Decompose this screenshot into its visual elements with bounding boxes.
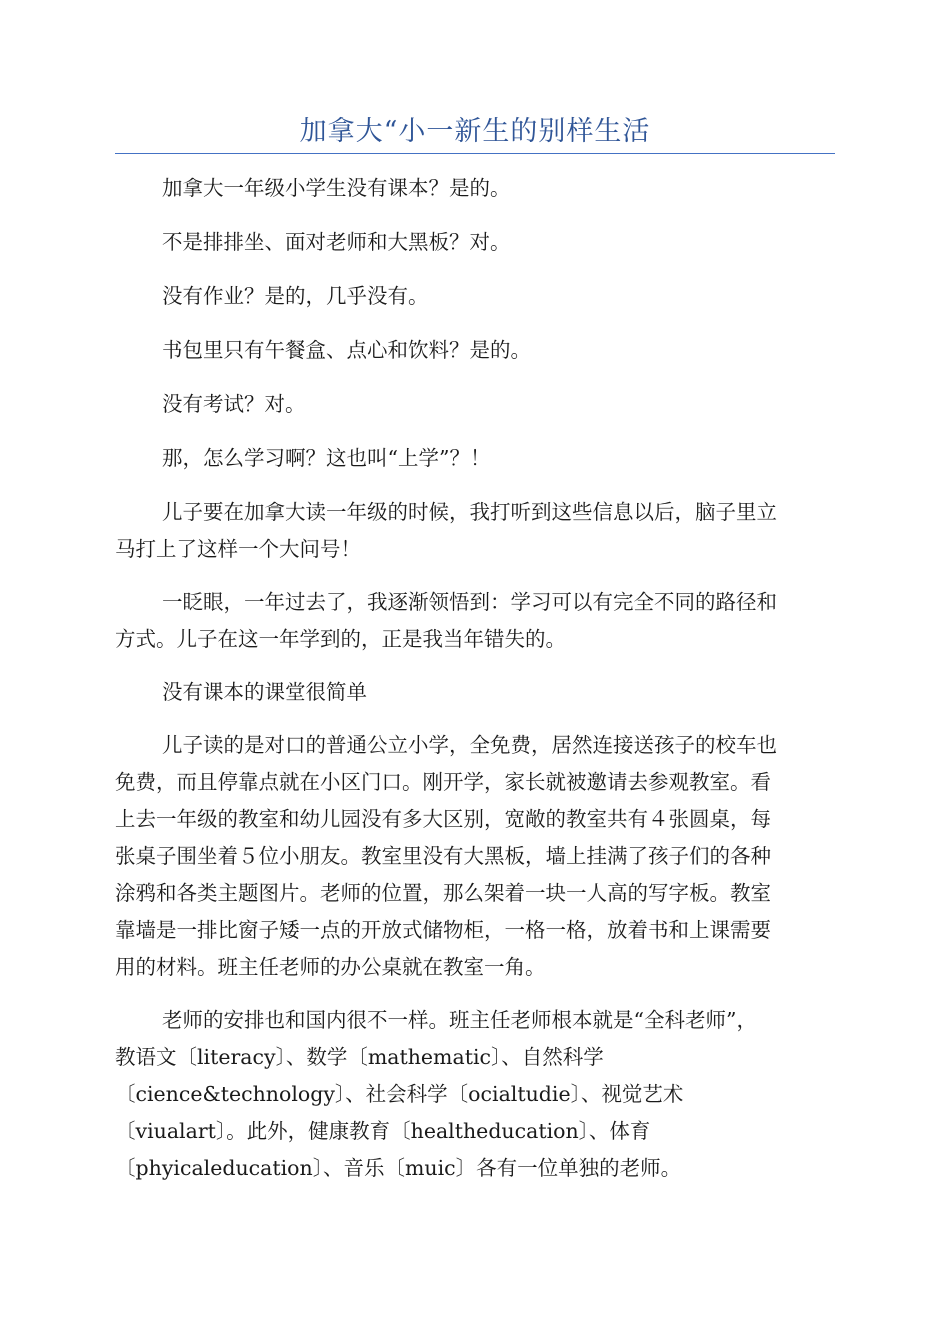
document-body (115, 170, 835, 1187)
text-line: 没有考试？对。 (162, 392, 306, 416)
text-line: 一眨眼，一年过去了，我逐渐领悟到：学习可以有完全不同的路径和 (162, 590, 777, 614)
text-line: 上去一年级的教室和幼儿园没有多大区别，宽敞的教室共有４张圆桌，每 (115, 807, 771, 831)
text-line: 〔phyicaleducation〕、音乐〔muic〕各有一位单独的老师。 (115, 1156, 682, 1180)
text-line: 靠墙是一排比窗子矮一点的开放式储物柜，一格一格，放着书和上课需要 (115, 918, 771, 942)
text-line: 不是排排坐、面对老师和大黑板？对。 (162, 230, 511, 254)
section-heading (115, 674, 835, 711)
document-title: 加拿大“小一新生的别样生活 (299, 116, 651, 147)
text-line: 用的材料。班主任老师的办公桌就在教室一角。 (115, 955, 546, 979)
text-line: 方式。儿子在这一年学到的，正是我当年错失的。 (115, 627, 566, 651)
text-line: 没有课本的课堂很简单 (162, 680, 367, 704)
text-line: 老师的安排也和国内很不一样。班主任老师根本就是“全科老师”， (162, 1008, 757, 1032)
text-line: 儿子读的是对口的普通公立小学，全免费，居然连接送孩子的校车也 (162, 733, 777, 757)
paragraph (115, 494, 835, 568)
text-line: 教语文〔literacy〕、数学〔mathematic〕、自然科学 (115, 1045, 604, 1069)
text-line: 免费，而且停靠点就在小区门口。刚开学，家长就被邀请去参观教室。看 (115, 770, 771, 794)
paragraph (115, 727, 835, 986)
text-line: 〔cience&technology〕、社会科学〔ocialtudie〕、视觉艺术 (115, 1082, 684, 1106)
text-line: 书包里只有午餐盒、点心和饮料？是的。 (162, 338, 531, 362)
paragraph (115, 440, 835, 477)
paragraph (115, 278, 835, 315)
paragraph (115, 224, 835, 261)
title-underline (115, 153, 835, 154)
text-line: 马打上了这样一个大问号！ (115, 537, 361, 561)
text-line: 加拿大一年级小学生没有课本？是的。 (162, 176, 511, 200)
text-line: 那，怎么学习啊？这也叫“上学”？！ (162, 446, 491, 470)
paragraph (115, 332, 835, 369)
text-line: 〔viualart〕。此外，健康教育〔healtheducation〕、体育 (115, 1119, 651, 1143)
paragraph (115, 584, 835, 658)
text-line: 儿子要在加拿大读一年级的时候，我打听到这些信息以后，脑子里立 (162, 500, 777, 524)
paragraph (115, 170, 835, 207)
text-line: 张桌子围坐着５位小朋友。教室里没有大黑板，墙上挂满了孩子们的各种 (115, 844, 771, 868)
text-line: 涂鸦和各类主题图片。老师的位置，那么架着一块一人高的写字板。教室 (115, 881, 771, 905)
paragraph (115, 1002, 835, 1187)
text-line: 没有作业？是的，几乎没有。 (162, 284, 429, 308)
paragraph (115, 386, 835, 423)
